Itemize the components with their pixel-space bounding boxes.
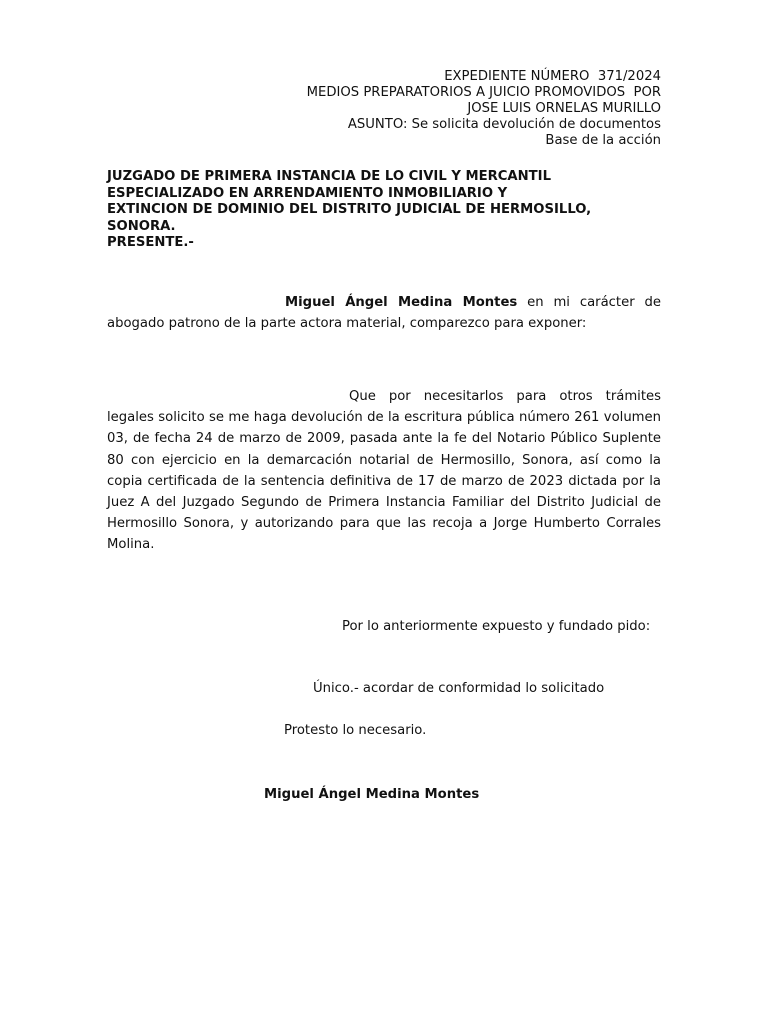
intro-text: en mi carácter de abogado patrono de la parte actora material, comparezco para exponer: xyxy=(107,295,661,332)
unico-line: Único.- acordar de conformidad lo solicitado xyxy=(313,681,605,696)
request-paragraph: Que por necesitarlos para otros trámites legales solicito se me haga devolución de la escritura pública número 261 volumen 03, de fecha 24 de marzo de 2009, pasada ante la fe del Notario Público Suplente 80 con ejercicio en la demarcación notarial de Hermosillo, Sonora, así como la copia certificada de la sentencia definitiva de 17 de marzo de 2023 dictada por la Juez A del Juzgado Segundo de Primera Instancia Familiar del Distrito Judicial de Hermosillo Sonora, y autorizando para que las recoja a Jorge Humberto Corrales Molina. xyxy=(107,389,661,553)
addressee-block xyxy=(107,169,667,252)
addressee-presente: PRESENTE.- xyxy=(107,235,194,250)
signature-name: Miguel Ángel Medina Montes xyxy=(264,787,480,802)
intro-lawyer-name: Miguel Ángel Medina Montes xyxy=(285,295,518,310)
case-party: JOSE LUIS ORNELAS MURILLO xyxy=(467,101,661,116)
addressee-line-4: SONORA. xyxy=(107,218,176,234)
case-header xyxy=(307,69,661,149)
closing-paragraph: Por lo anteriormente expuesto y fundado pido: xyxy=(342,619,651,634)
case-basis: Base de la acción xyxy=(545,133,661,148)
intro-paragraph xyxy=(107,292,661,334)
addressee-line-3: EXTINCION DE DOMINIO DEL DISTRITO JUDICIAL DE HERMOSILLO, xyxy=(107,202,592,217)
protesto-line: Protesto lo necesario. xyxy=(284,723,427,738)
addressee-line-2: ESPECIALIZADO EN ARRENDAMIENTO INMOBILIARIO Y xyxy=(107,185,508,201)
case-type: MEDIOS PREPARATORIOS A JUICIO PROMOVIDOS POR xyxy=(306,85,661,100)
case-subject: ASUNTO: Se solicita devolución de documentos xyxy=(347,117,661,132)
case-number: EXPEDIENTE NÚMERO 371/2024 xyxy=(444,69,661,84)
addressee-line-1: JUZGADO DE PRIMERA INSTANCIA DE LO CIVIL Y MERCANTIL xyxy=(107,169,551,184)
